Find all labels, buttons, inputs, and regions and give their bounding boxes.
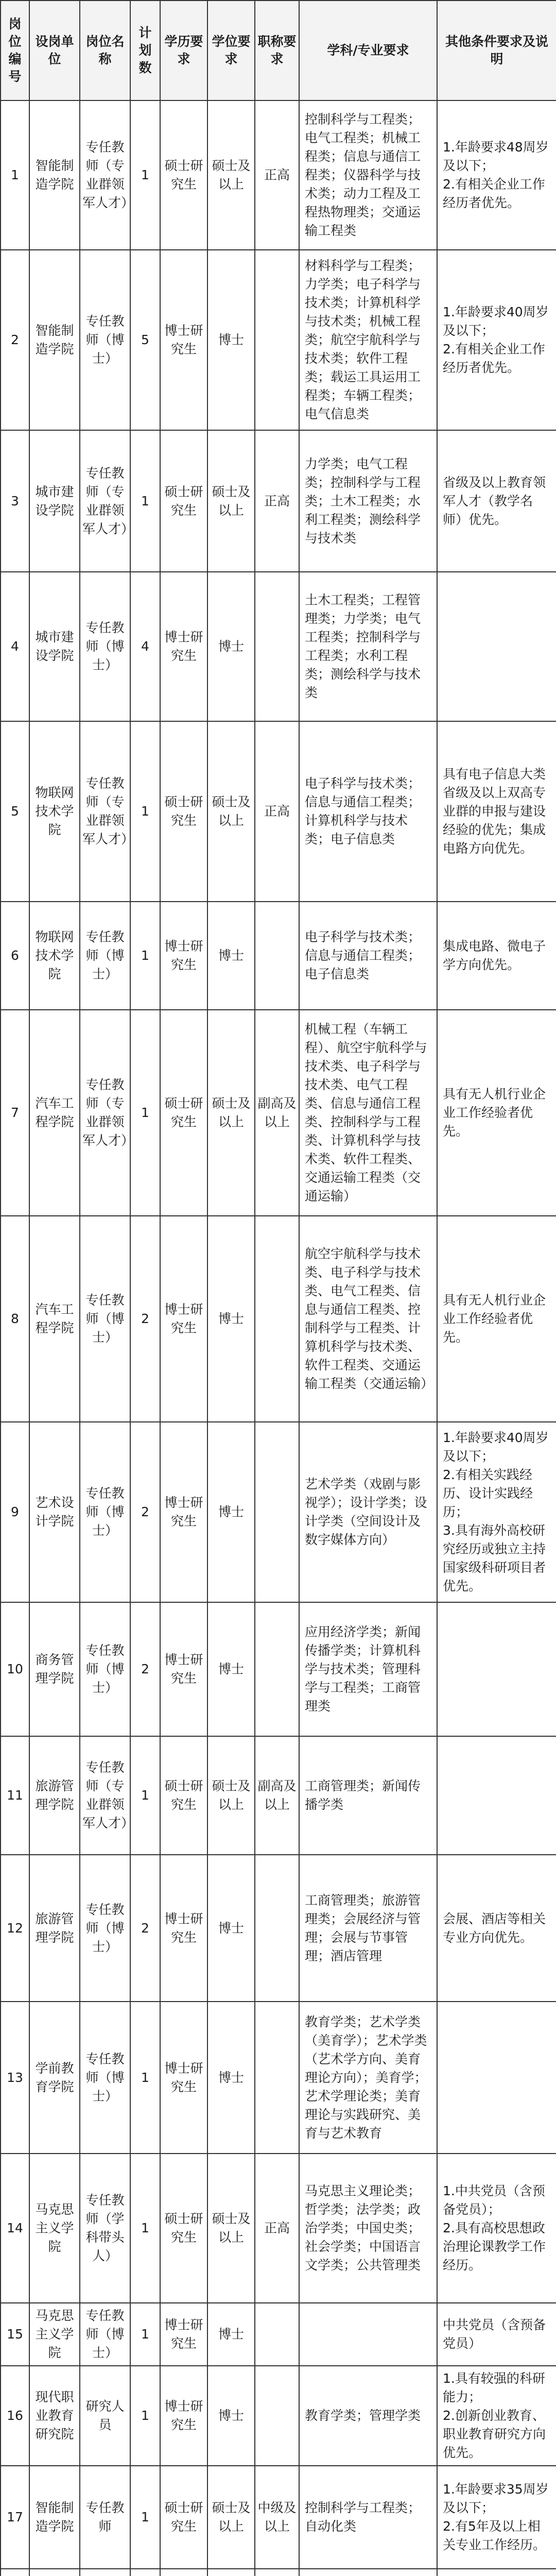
cell-other: 1.年龄要求48周岁及以下； 2.有相关企业工作经历者优先。 [437,100,556,250]
cell-edu: 博士研究生 [160,1855,207,2002]
cell-major: 马克思主义理论类；哲学类；法学类；政治学类；中国史类；社会学类；中国语言文学类；公共管理类 [299,2154,437,2303]
cell-edu: 硕士研究生 [160,2154,207,2303]
cell-degree: 博士 [207,1216,255,1422]
cell-count: 1 [130,721,160,902]
cell-other: 1.年龄要求40周岁及以下； 2.有相关企业工作经历者优先。 [437,250,556,430]
header-degree: 学位要求 [207,1,255,100]
cell-major: 工商管理类；新闻传播学类 [299,1736,437,1855]
cell-major: 航空宇航科学与技术类、电子科学与技术类、电气工程类、信息与通信工程类、控制科学与工程类、计算机科学与技术类、软件工程类、交通运输工程类（交通运输） [299,1216,437,1422]
cell-degree: 博士 [207,250,255,430]
header-edu: 学历要求 [160,1,207,100]
cell-unit: 商务管理学院 [29,1602,80,1736]
cell-other: 1.年龄要求40周岁及以下； 2.有相关实践经历、设计实践经历； 3.具有海外高校研究经历或独立主持国家级科研项目者优先。 [437,1422,556,1602]
cell-title: 副高及以上 [255,1010,299,1216]
cell-degree: 博士 [207,1855,255,2002]
table-row [1,2366,556,2466]
cell-other: 中共党员（含预备党员） [437,2303,556,2366]
cell-post: 专任教师（博士） [80,1422,130,1602]
cell-post: 专任教师（学科带头人） [80,2154,130,2303]
cell-unit: 智能制造学院 [29,250,80,430]
cell-unit: 城市建设学院 [29,430,80,572]
cell-major: 控制科学与工程类；自动化类 [299,2466,437,2569]
cell-major: 艺术学类（戏剧与影视学）；设计学类；设计学类（空间设计及数字媒体方向） [299,1422,437,1602]
cell-unit: 智能制造学院 [29,100,80,250]
cell-other: 具有电子信息大类省级及以上双高专业群的申报与建设经验的优先；集成电路方向优先。 [437,721,556,902]
cell-no: 17 [1,2466,29,2569]
cell-count: 2 [130,1602,160,1736]
header-unit: 设岗单位 [29,1,80,100]
cell-other: 集成电路、微电子学方向优先。 [437,902,556,1010]
cell-major: 教育学类；艺术学类（美育学）；艺术学类（艺术学方向、美育理论方向）；美育学；艺术学理论类；美育理论与实践研究、美育与艺术教育 [299,2002,437,2154]
cell-degree: 博士 [207,2002,255,2154]
cell-count: 1 [130,1010,160,1216]
cell-edu [160,2569,207,2576]
cell-unit: 马克思主义学院 [29,2303,80,2366]
cell-post: 专任教师（专业群领军人才） [80,430,130,572]
cell-no: 1 [1,100,29,250]
cell-unit: 艺术设计学院 [29,1422,80,1602]
cell-no: 16 [1,2366,29,2466]
cell-no: 4 [1,572,29,721]
cell-title [255,2002,299,2154]
cell-count: 1 [130,2366,160,2466]
cell-post: 专任教师（博士） [80,572,130,721]
cell-degree: 博士 [207,572,255,721]
cell-unit: 城市建设学院 [29,572,80,721]
cell-unit: 现代职业教育研究院 [29,2366,80,2466]
cell-post: 专任教师（博士） [80,1216,130,1422]
table-row [1,1855,556,2002]
cell-no: 6 [1,902,29,1010]
cell-count: 1 [130,1736,160,1855]
cell-post: 专任教师 [80,2466,130,2569]
cell-major: 材料科学与工程类；力学类；电子科学与技术类；计算机科学与技术类；机械工程类；航空宇航科学与技术类；软件工程类；载运工具运用工程类；车辆工程类；电气信息类 [299,250,437,430]
cell-count: 1 [130,902,160,1010]
cell-post [80,2569,130,2576]
cell-unit: 旅游管理学院 [29,1855,80,2002]
cell-other: 1.中共党员（含预备党员）； 2.具有高校思想政治理论课教学工作经历。 [437,2154,556,2303]
cell-edu: 硕士研究生 [160,721,207,902]
cell-major [299,2303,437,2366]
cell-count: 1 [130,2466,160,2569]
cell-edu: 硕士研究生 [160,100,207,250]
cell-count: 1 [130,430,160,572]
cell-title: 中级及以上 [255,2466,299,2569]
header-other: 其他条件要求及说明 [437,1,556,100]
header-count: 计划数 [130,1,160,100]
cell-degree: 博士 [207,1602,255,1736]
cell-unit: 物联网技术学院 [29,902,80,1010]
cell-major [299,2569,437,2576]
table-row [1,430,556,572]
cell-edu: 博士研究生 [160,2002,207,2154]
cell-no: 7 [1,1010,29,1216]
cell-unit: 物联网技术学院 [29,721,80,902]
cell-major: 电子科学与技术类；信息与通信工程类；电子信息类 [299,902,437,1010]
cell-major: 土木工程类；工程管理类；力学类；电气工程类；控制科学与工程类；水利工程类；测绘科学与技术类 [299,572,437,721]
cell-count: 1 [130,2303,160,2366]
cell-unit: 马克思主义学院 [29,2154,80,2303]
cell-count [130,2569,160,2576]
cell-unit: 旅游管理学院 [29,1736,80,1855]
cell-edu: 硕士研究生 [160,1736,207,1855]
cell-count: 2 [130,1855,160,2002]
table-row [1,250,556,430]
cell-no: 10 [1,1602,29,1736]
cell-no: 2 [1,250,29,430]
cell-degree: 博士 [207,2366,255,2466]
cell-title: 正高 [255,721,299,902]
cell-title [255,2303,299,2366]
cell-title [255,2569,299,2576]
cell-title [255,1602,299,1736]
cell-edu: 博士研究生 [160,1422,207,1602]
cell-count: 4 [130,572,160,721]
cell-title [255,902,299,1010]
cell-no: 9 [1,1422,29,1602]
table-row [1,721,556,902]
header-title: 职称要求 [255,1,299,100]
cell-other [437,572,556,721]
cell-degree: 硕士及以上 [207,430,255,572]
cell-other [437,1736,556,1855]
cell-major: 教育学类；管理学类 [299,2366,437,2466]
header-no: 岗位编号 [1,1,29,100]
cell-post: 专任教师（专业群领军人才） [80,100,130,250]
cell-title: 副高及以上 [255,1736,299,1855]
cell-major: 控制科学与工程类；电气工程类；机械工程类；信息与通信工程类；仪器科学与技术类；动力工程及工程热物理类；交通运输工程类 [299,100,437,250]
cell-unit: 汽车工程学院 [29,1010,80,1216]
cell-degree: 硕士及以上 [207,1736,255,1855]
cell-major: 应用经济学类；新闻传播学类；计算机科学与技术类；管理科学与工程类；工商管理类 [299,1602,437,1736]
cell-other [437,2002,556,2154]
cell-count: 1 [130,100,160,250]
cell-count: 1 [130,2154,160,2303]
cell-post: 专任教师（专业群领军人才） [80,1010,130,1216]
cell-degree: 硕士及以上 [207,2154,255,2303]
cell-count: 5 [130,250,160,430]
cell-edu: 博士研究生 [160,2366,207,2466]
cell-title [255,1855,299,2002]
cell-title [255,572,299,721]
cell-unit: 学前教育学院 [29,2002,80,2154]
table-row [1,2002,556,2154]
cell-degree: 博士 [207,902,255,1010]
table-row [1,1422,556,1602]
cell-unit: 智能制造学院 [29,2466,80,2569]
table-row [1,100,556,250]
table-row [1,2303,556,2366]
cell-other: 具有无人机行业企业工作经验者优先。 [437,1216,556,1422]
cell-no: 3 [1,430,29,572]
cell-no: 8 [1,1216,29,1422]
cell-unit [29,2569,80,2576]
cell-post: 专任教师（博士） [80,2002,130,2154]
cell-other: 具有无人机行业企业工作经验者优先。 [437,1010,556,1216]
cell-post: 专任教师（博士） [80,2303,130,2366]
cell-other: 1.具有较强的科研能力； 2.创新创业教育、职业教育研究方向优先。 [437,2366,556,2466]
cell-no: 5 [1,721,29,902]
cell-major: 机械工程（车辆工程）、航空宇航科学与技术类、电子科学与技术类、电气工程类、信息与通信工程类、控制科学与工程类、计算机科学与技术类、软件工程类、交通运输工程类（交通运输） [299,1010,437,1216]
table-row [1,902,556,1010]
cell-major: 电子科学与技术类；信息与通信工程类；计算机科学与技术类；电子信息类 [299,721,437,902]
cell-title: 正高 [255,2154,299,2303]
cell-no: 15 [1,2303,29,2366]
table-row [1,2466,556,2569]
cell-other: 省级及以上教育领军人才（教学名师）优先。 [437,430,556,572]
cell-edu: 硕士研究生 [160,1010,207,1216]
cell-no: 12 [1,1855,29,2002]
cell-degree: 博士 [207,1422,255,1602]
cell-major: 工商管理类；旅游管理类；会展经济与管理；会展与节事管理；酒店管理 [299,1855,437,2002]
table-row [1,1216,556,1422]
cell-title: 正高 [255,100,299,250]
cell-post: 研究人员 [80,2366,130,2466]
cell-other [437,2569,556,2576]
cell-count: 2 [130,1422,160,1602]
cell-edu: 博士研究生 [160,1216,207,1422]
cell-edu: 博士研究生 [160,1602,207,1736]
table-body [1,100,556,2576]
table-row [1,2154,556,2303]
cell-degree [207,2569,255,2576]
table-row [1,572,556,721]
cell-count: 2 [130,1216,160,1422]
table-row [1,2569,556,2576]
cell-degree: 硕士及以上 [207,100,255,250]
cell-post: 专任教师（博士） [80,1602,130,1736]
cell-major: 力学类；电气工程类；控制科学与工程类；土木工程类；水利工程类；测绘科学与技术类 [299,430,437,572]
cell-edu: 博士研究生 [160,2303,207,2366]
cell-post: 专任教师（博士） [80,1855,130,2002]
cell-other: 1.年龄要求35周岁及以下； 2.有5年及以上相关专业工作经历。 [437,2466,556,2569]
cell-edu: 博士研究生 [160,250,207,430]
cell-degree: 硕士及以上 [207,721,255,902]
cell-post: 专任教师（专业群领军人才） [80,1736,130,1855]
cell-no: 14 [1,2154,29,2303]
cell-post: 专任教师（专业群领军人才） [80,721,130,902]
table-header [1,1,556,100]
cell-edu: 硕士研究生 [160,430,207,572]
header-major: 学科/专业要求 [299,1,437,100]
cell-degree: 硕士及以上 [207,1010,255,1216]
cell-no: 13 [1,2002,29,2154]
cell-edu: 硕士研究生 [160,2466,207,2569]
cell-title [255,1422,299,1602]
cell-post: 专任教师（博士） [80,250,130,430]
cell-degree: 硕士及以上 [207,2466,255,2569]
header-post: 岗位名称 [80,1,130,100]
cell-other: 会展、酒店等相关专业方向优先。 [437,1855,556,2002]
cell-no: 11 [1,1736,29,1855]
cell-degree: 博士 [207,2303,255,2366]
table-row [1,1602,556,1736]
cell-post: 专任教师（博士） [80,902,130,1010]
table-row [1,1736,556,1855]
cell-edu: 博士研究生 [160,902,207,1010]
cell-title [255,2366,299,2466]
cell-title: 正高 [255,430,299,572]
table-row [1,1010,556,1216]
cell-no [1,2569,29,2576]
cell-unit: 汽车工程学院 [29,1216,80,1422]
cell-count: 1 [130,2002,160,2154]
cell-edu: 博士研究生 [160,572,207,721]
cell-other [437,1602,556,1736]
cell-title [255,1216,299,1422]
cell-title [255,250,299,430]
